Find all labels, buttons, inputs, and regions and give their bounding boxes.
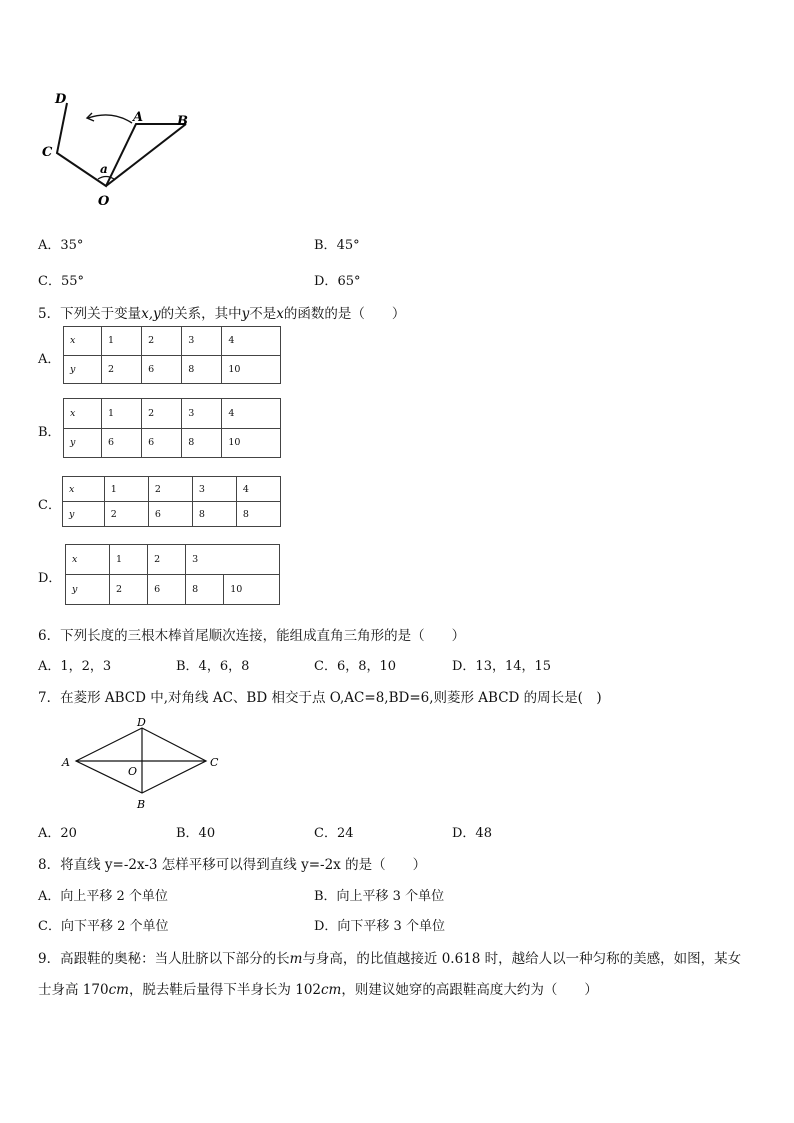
rhombus-label-o: O [128, 765, 138, 778]
q8-stem: 8．将直线 y=-2x-3 怎样平移可以得到直线 y=-2x 的是（ ） [38, 857, 427, 873]
q6-option-a: A．1，2，3 [38, 659, 112, 674]
angle-rotation-figure [36, 88, 226, 213]
q6-stem: 6．下列长度的三根木棒首尾顺次连接，能组成直角三角形的是（ ） [38, 628, 466, 644]
label-d: D [55, 92, 67, 107]
q7-stem: 7．在菱形 ABCD 中,对角线 AC、BD 相交于点 O,AC=8,BD=6,则菱形 ABCD 的周长是( ) [38, 690, 602, 706]
q5-option-c-letter: C． [38, 498, 61, 513]
q8-option-d: D．向下平移 3 个单位 [314, 919, 445, 934]
q8-option-c: C．向下平移 2 个单位 [38, 919, 169, 934]
rhombus-label-a: A [62, 756, 70, 769]
q4-option-a: A．35° [38, 238, 84, 253]
q4-option-b: B．45° [314, 238, 360, 253]
q9-stem-line1: 9．高跟鞋的奥秘：当人肚脐以下部分的长m与身高，的比值越接近 0.618 时，越给人以一种匀称的美感，如图，某女 [38, 951, 742, 967]
q5-stem: 5．下列关于变量x,y的关系，其中y不是x的函数的是（ ） [38, 306, 406, 322]
rhombus-figure [58, 714, 228, 812]
q8-option-a: A．向上平移 2 个单位 [38, 889, 168, 904]
q6-option-d: D．13，14，15 [452, 659, 552, 674]
q7-option-c: C．24 [314, 826, 354, 841]
q4-option-c: C．55° [38, 274, 84, 289]
label-a: A [133, 110, 144, 125]
q5-table-d: x 1 2 3 y 2 6 8 10 [65, 544, 280, 605]
q7-option-a: A．20 [38, 826, 77, 841]
q6-option-b: B．4，6，8 [176, 659, 250, 674]
q6-option-c: C．6，8，10 [314, 659, 397, 674]
q7-option-b: B．40 [176, 826, 216, 841]
label-o: O [98, 194, 110, 209]
label-c: C [42, 145, 53, 160]
q4-option-d: D．65° [314, 274, 361, 289]
q8-option-b: B．向上平移 3 个单位 [314, 889, 445, 904]
q5-table-b: x 1 2 3 4 y 6 6 8 10 [63, 398, 281, 458]
label-alpha: a [100, 162, 108, 176]
rhombus-label-c: C [210, 756, 219, 769]
q5-table-a: x 1 2 3 4 y 2 6 8 10 [63, 326, 281, 384]
q5-option-d-letter: D． [38, 571, 62, 586]
rhombus-label-d: D [137, 716, 146, 729]
label-b: B [177, 114, 188, 129]
q5-table-c: x 1 2 3 4 y 2 6 8 8 [62, 476, 281, 527]
q9-stem-line2: 士身高 170cm，脱去鞋后量得下半身长为 102cm，则建议她穿的高跟鞋高度大约为（ ） [38, 982, 598, 998]
q7-option-d: D．48 [452, 826, 492, 841]
q5-option-b-letter: B． [38, 425, 61, 440]
q5-option-a-letter: A． [38, 352, 61, 367]
rhombus-label-b: B [137, 798, 146, 811]
